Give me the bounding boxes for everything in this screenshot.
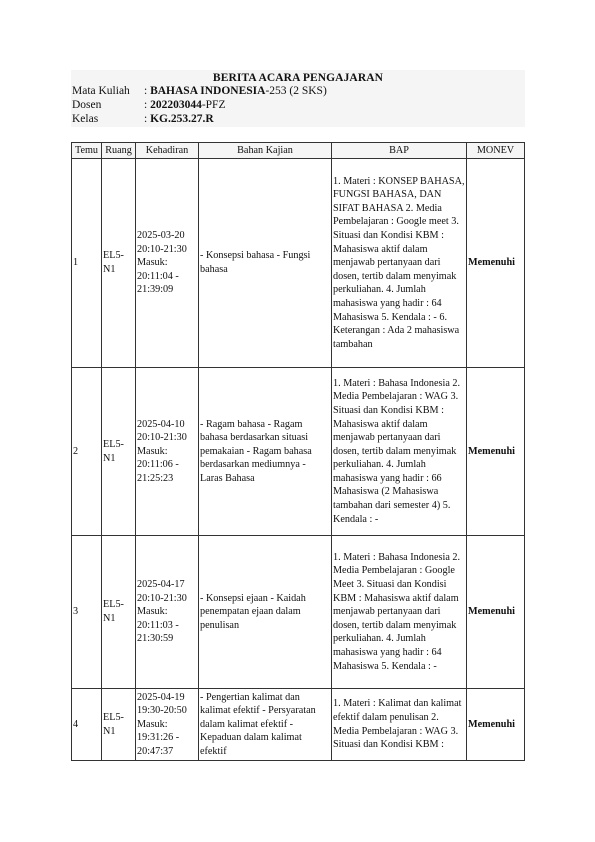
mata-kuliah-value: [144, 84, 327, 98]
cell-kehadiran: 2025-04-17 20:10-21:30 Masuk: 20:11:03 - 21:30:59: [136, 536, 199, 689]
column-header-ruang: Ruang: [102, 143, 136, 159]
column-header-kehadiran: Kehadiran: [136, 143, 199, 159]
lecturer-code: -PFZ: [201, 99, 226, 111]
table-row: [72, 689, 525, 761]
table-row: [72, 536, 525, 689]
mata-kuliah-row: [71, 84, 525, 98]
kelas-row: [71, 112, 525, 126]
separator: :: [144, 85, 148, 97]
column-header-bahan-kajian: Bahan Kajian: [199, 143, 332, 159]
table-row: [72, 159, 525, 368]
cell-bap: 1. Materi : Bahasa Indonesia 2. Media Pembelajaran : Google Meet 3. Situasi dan Kondisi KBM : Mahasiswa aktif dalam menjawab pertanyaan dari dosen, tertib dalam menyimak perkuliahan. 4. Jumlah mahasiswa yang hadir : 64 Mahasiswa 5. Kendala : -: [332, 536, 467, 689]
column-header-bap: BAP: [332, 143, 467, 159]
cell-bahan-kajian: - Ragam bahasa - Ragam bahasa berdasarkan situasi pemakaian - Ragam bahasa berdasarkan mediumnya - Laras Bahasa: [199, 368, 332, 536]
report-header: [71, 70, 525, 127]
cell-monev: Memenuhi: [467, 159, 525, 368]
cell-bahan-kajian: - Konsepsi bahasa - Fungsi bahasa: [199, 159, 332, 368]
dosen-row: [71, 98, 525, 112]
cell-bap: 1. Materi : Bahasa Indonesia 2. Media Pembelajaran : WAG 3. Situasi dan Kondisi KBM : Mahasiswa aktif dalam menjawab pertanyaan dari dosen, tertib dalam menyimak perkuliahan. 4. Jumlah mahasiswa yang hadir : 66 Mahasiswa (2 Mahasiswa tambahan dari semester 4) 5. Kendala : -: [332, 368, 467, 536]
cell-bap: 1. Materi : Kalimat dan kalimat efektif dalam penulisan 2. Media Pembelajaran : WAG 3. Situasi dan Kondisi KBM :: [332, 689, 467, 761]
document-title: BERITA ACARA PENGAJARAN: [212, 72, 384, 84]
cell-ruang: EL5-N1: [102, 689, 136, 761]
cell-temu: 3: [72, 536, 102, 689]
kelas-value: [144, 112, 214, 126]
class-code: KG.253.27.R: [150, 113, 214, 125]
cell-temu: 2: [72, 368, 102, 536]
cell-ruang: EL5-N1: [102, 159, 136, 368]
cell-kehadiran: 2025-03-20 20:10-21:30 Masuk: 20:11:04 - 21:39:09: [136, 159, 199, 368]
cell-monev: Memenuhi: [467, 368, 525, 536]
cell-bahan-kajian: - Pengertian kalimat dan kalimat efektif - Persyaratan dalam kalimat efektif - Kepaduan dalam kalimat efektif: [199, 689, 332, 761]
cell-monev: Memenuhi: [467, 689, 525, 761]
table-row: [72, 368, 525, 536]
table-header-row: [72, 143, 525, 159]
teaching-record-table: [71, 142, 525, 761]
cell-ruang: EL5-N1: [102, 536, 136, 689]
course-name: BAHASA INDONESIA: [150, 85, 266, 97]
column-header-temu: Temu: [72, 143, 102, 159]
cell-bahan-kajian: - Konsepsi ejaan - Kaidah penempatan ejaan dalam penulisan: [199, 536, 332, 689]
cell-ruang: EL5-N1: [102, 368, 136, 536]
cell-temu: 4: [72, 689, 102, 761]
separator: :: [144, 99, 148, 111]
course-code: -253 (2 SKS): [265, 85, 327, 97]
cell-kehadiran: 2025-04-19 19:30-20:50 Masuk: 19:31:26 - 20:47:37: [136, 689, 199, 761]
cell-temu: 1: [72, 159, 102, 368]
cell-bap: 1. Materi : KONSEP BAHASA, FUNGSI BAHASA, DAN SIFAT BAHASA 2. Media Pembelajaran : Google meet 3. Situasi dan Kondisi KBM : Mahasiswa aktif dalam menjawab pertanyaan dari dosen, tertib dalam menyimak perkuliahan. 4. Jumlah mahasiswa yang hadir : 64 Mahasiswa 5. Kendala : - 6. Keterangan : Ada 2 mahasiswa tambahan: [332, 159, 467, 368]
kelas-label: Kelas: [72, 113, 99, 125]
separator: :: [144, 113, 148, 125]
mata-kuliah-label: Mata Kuliah: [72, 85, 130, 97]
column-header-monev: MONEV: [467, 143, 525, 159]
lecturer-id: 202203044: [150, 99, 202, 111]
cell-kehadiran: 2025-04-10 20:10-21:30 Masuk: 20:11:06 - 21:25:23: [136, 368, 199, 536]
cell-monev: Memenuhi: [467, 536, 525, 689]
dosen-label: Dosen: [72, 99, 102, 111]
dosen-value: [144, 98, 225, 112]
